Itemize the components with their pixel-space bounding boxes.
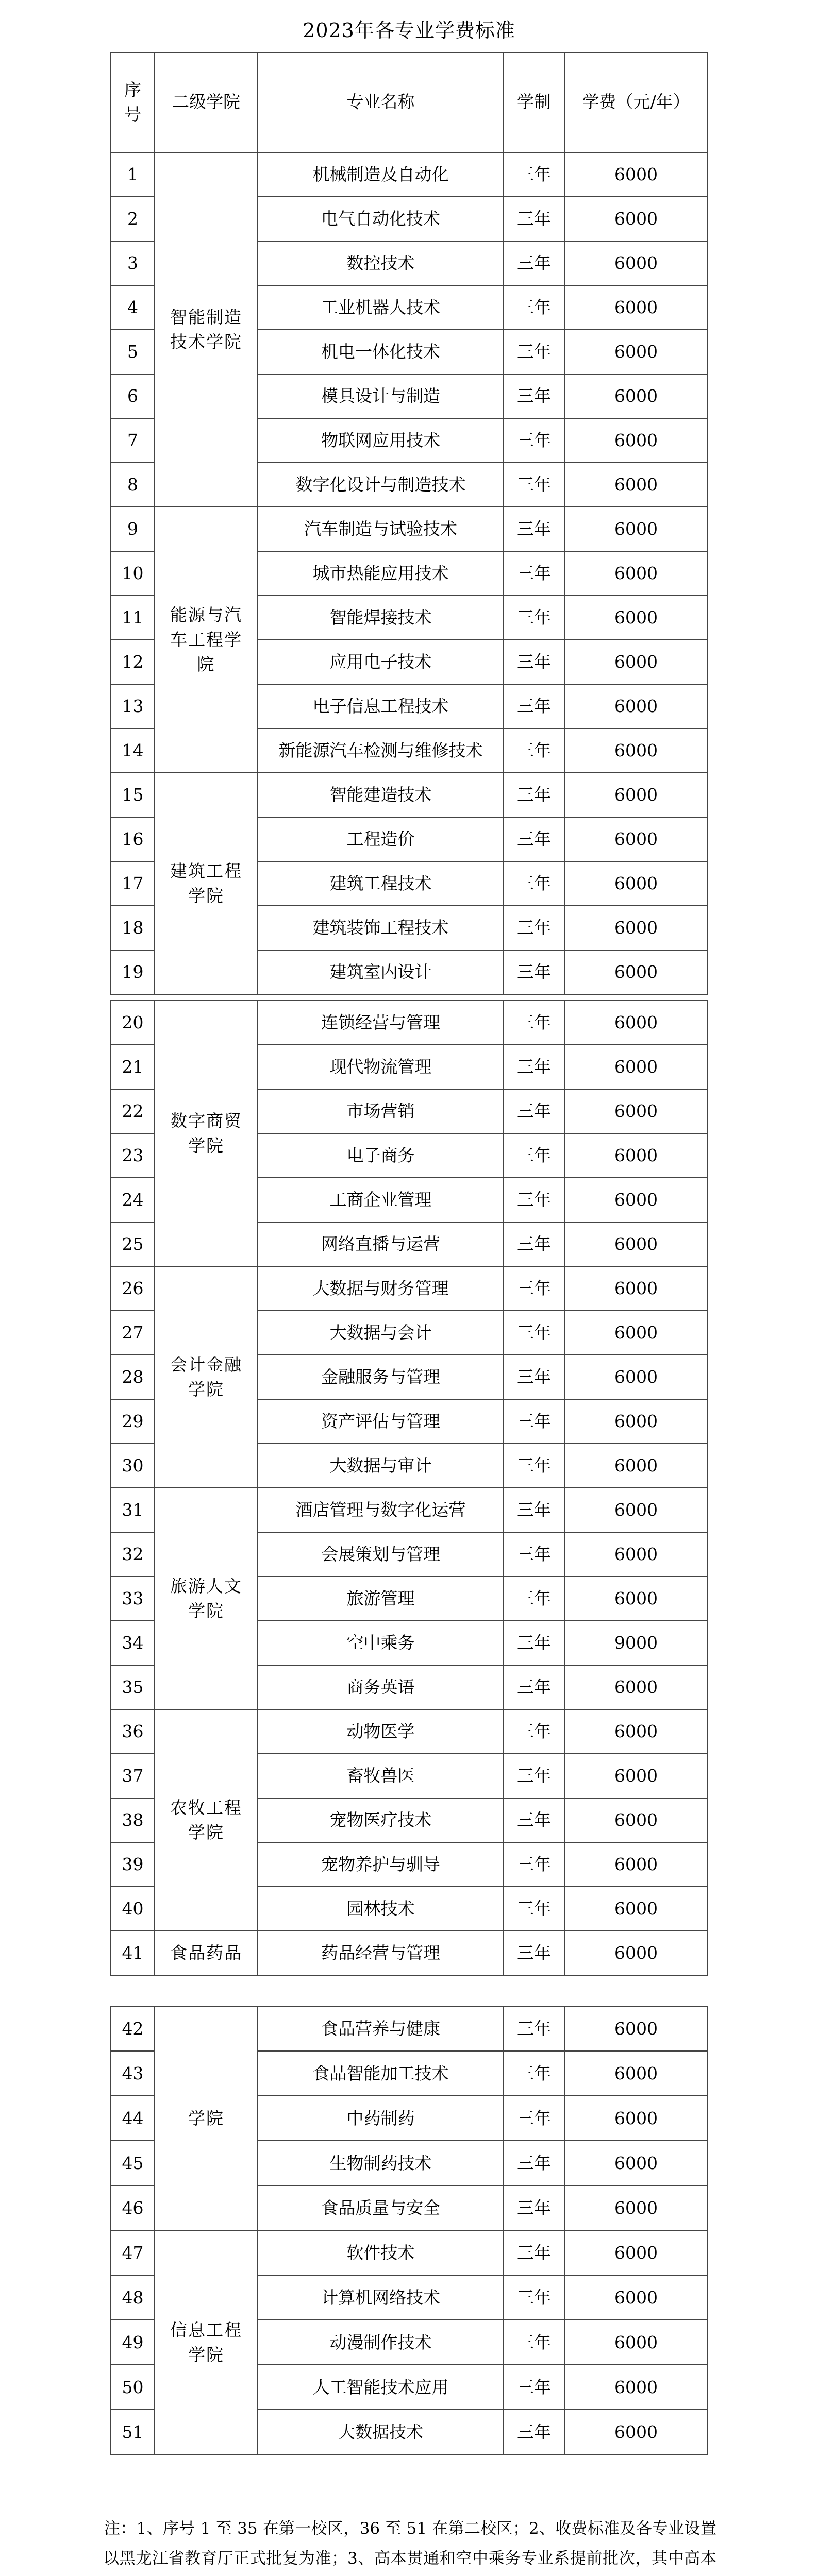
row-duration: 三年 xyxy=(504,330,564,374)
row-major: 金融服务与管理 xyxy=(258,1355,504,1399)
row-seq: 18 xyxy=(111,906,155,950)
row-fee: 6000 xyxy=(564,1754,708,1798)
row-fee: 6000 xyxy=(564,330,708,374)
row-duration: 三年 xyxy=(504,2275,564,2320)
row-duration: 三年 xyxy=(504,2320,564,2365)
row-duration: 三年 xyxy=(504,773,564,817)
row-major: 生物制药技术 xyxy=(258,2141,504,2185)
row-seq: 27 xyxy=(111,1311,155,1355)
row-seq: 34 xyxy=(111,1621,155,1665)
document-title: 2023年各专业学费标准 xyxy=(303,19,515,42)
row-fee: 6000 xyxy=(564,684,708,728)
row-duration: 三年 xyxy=(504,596,564,640)
table-row xyxy=(111,1488,708,1532)
row-duration: 三年 xyxy=(504,2365,564,2410)
row-duration: 三年 xyxy=(504,1355,564,1399)
row-duration: 三年 xyxy=(504,152,564,197)
row-fee: 6000 xyxy=(564,2320,708,2365)
row-major: 电子信息工程技术 xyxy=(258,684,504,728)
row-seq: 31 xyxy=(111,1488,155,1532)
row-seq: 13 xyxy=(111,684,155,728)
row-major: 汽车制造与试验技术 xyxy=(258,507,504,551)
row-duration: 三年 xyxy=(504,1444,564,1488)
row-duration: 三年 xyxy=(504,1798,564,1842)
row-major: 软件技术 xyxy=(258,2230,504,2275)
row-duration: 三年 xyxy=(504,684,564,728)
row-seq: 51 xyxy=(111,2410,155,2454)
row-seq: 29 xyxy=(111,1399,155,1444)
row-seq: 37 xyxy=(111,1754,155,1798)
row-fee: 6000 xyxy=(564,1488,708,1532)
row-major: 食品智能加工技术 xyxy=(258,2051,504,2096)
row-seq: 33 xyxy=(111,1577,155,1621)
row-fee: 6000 xyxy=(564,1045,708,1089)
row-fee: 6000 xyxy=(564,1444,708,1488)
row-seq: 48 xyxy=(111,2275,155,2320)
row-seq: 8 xyxy=(111,463,155,507)
row-major: 人工智能技术应用 xyxy=(258,2365,504,2410)
row-seq: 42 xyxy=(111,2006,155,2051)
table-row xyxy=(111,1709,708,1754)
row-major: 中药制药 xyxy=(258,2096,504,2141)
row-seq: 19 xyxy=(111,950,155,994)
row-major: 商务英语 xyxy=(258,1665,504,1709)
row-fee: 6000 xyxy=(564,1399,708,1444)
row-fee: 6000 xyxy=(564,152,708,197)
row-major: 物联网应用技术 xyxy=(258,418,504,463)
row-fee: 6000 xyxy=(564,1709,708,1754)
row-fee: 6000 xyxy=(564,1311,708,1355)
row-major: 药品经营与管理 xyxy=(258,1931,504,1975)
row-fee: 6000 xyxy=(564,1089,708,1133)
table-header-row xyxy=(111,52,708,152)
row-duration: 三年 xyxy=(504,728,564,773)
row-fee: 6000 xyxy=(564,1842,708,1887)
row-fee: 6000 xyxy=(564,2141,708,2185)
row-fee: 6000 xyxy=(564,463,708,507)
college-cell: 学院 xyxy=(155,2006,258,2230)
row-duration: 三年 xyxy=(504,2006,564,2051)
row-seq: 40 xyxy=(111,1887,155,1931)
row-fee: 6000 xyxy=(564,1532,708,1577)
row-duration: 三年 xyxy=(504,1178,564,1222)
row-duration: 三年 xyxy=(504,640,564,684)
row-major: 大数据技术 xyxy=(258,2410,504,2454)
row-major: 电气自动化技术 xyxy=(258,197,504,241)
row-fee: 6000 xyxy=(564,2096,708,2141)
row-major: 连锁经营与管理 xyxy=(258,1001,504,1045)
row-major: 电子商务 xyxy=(258,1133,504,1178)
college-cell: 建筑工程学院 xyxy=(155,773,258,994)
row-major: 建筑装饰工程技术 xyxy=(258,906,504,950)
row-major: 新能源汽车检测与维修技术 xyxy=(258,728,504,773)
row-fee: 9000 xyxy=(564,1621,708,1665)
row-duration: 三年 xyxy=(504,2230,564,2275)
row-seq: 25 xyxy=(111,1222,155,1266)
row-fee: 6000 xyxy=(564,1798,708,1842)
row-seq: 44 xyxy=(111,2096,155,2141)
row-duration: 三年 xyxy=(504,1577,564,1621)
row-fee: 6000 xyxy=(564,1266,708,1311)
row-seq: 11 xyxy=(111,596,155,640)
college-cell: 信息工程学院 xyxy=(155,2230,258,2454)
row-seq: 43 xyxy=(111,2051,155,2096)
row-fee: 6000 xyxy=(564,1887,708,1931)
header-college: 二级学院 xyxy=(155,52,258,152)
row-seq: 41 xyxy=(111,1931,155,1975)
header-duration: 学制 xyxy=(504,52,564,152)
college-cell: 食品药品 xyxy=(155,1931,258,1975)
row-duration: 三年 xyxy=(504,1399,564,1444)
row-major: 资产评估与管理 xyxy=(258,1399,504,1444)
row-seq: 23 xyxy=(111,1133,155,1178)
table-row xyxy=(111,507,708,551)
row-fee: 6000 xyxy=(564,2365,708,2410)
row-fee: 6000 xyxy=(564,640,708,684)
row-seq: 5 xyxy=(111,330,155,374)
row-duration: 三年 xyxy=(504,2096,564,2141)
row-duration: 三年 xyxy=(504,2410,564,2454)
row-fee: 6000 xyxy=(564,2051,708,2096)
row-major: 工商企业管理 xyxy=(258,1178,504,1222)
row-major: 酒店管理与数字化运营 xyxy=(258,1488,504,1532)
row-seq: 39 xyxy=(111,1842,155,1887)
row-major: 智能建造技术 xyxy=(258,773,504,817)
fee-table-part-1 xyxy=(110,52,708,995)
row-fee: 6000 xyxy=(564,418,708,463)
row-seq: 32 xyxy=(111,1532,155,1577)
row-duration: 三年 xyxy=(504,1532,564,1577)
row-duration: 三年 xyxy=(504,1621,564,1665)
row-major: 宠物医疗技术 xyxy=(258,1798,504,1842)
row-fee: 6000 xyxy=(564,861,708,906)
table-row xyxy=(111,2006,708,2051)
row-major: 食品质量与安全 xyxy=(258,2185,504,2230)
row-seq: 26 xyxy=(111,1266,155,1311)
row-seq: 6 xyxy=(111,374,155,418)
row-duration: 三年 xyxy=(504,2141,564,2185)
row-duration: 三年 xyxy=(504,1754,564,1798)
row-seq: 7 xyxy=(111,418,155,463)
row-major: 数控技术 xyxy=(258,241,504,285)
row-seq: 10 xyxy=(111,551,155,596)
row-major: 空中乘务 xyxy=(258,1621,504,1665)
row-fee: 6000 xyxy=(564,596,708,640)
row-fee: 6000 xyxy=(564,2006,708,2051)
row-fee: 6000 xyxy=(564,2185,708,2230)
row-major: 动漫制作技术 xyxy=(258,2320,504,2365)
header-seq: 序号 xyxy=(111,52,155,152)
table-row xyxy=(111,152,708,197)
row-fee: 6000 xyxy=(564,2275,708,2320)
row-major: 机电一体化技术 xyxy=(258,330,504,374)
row-major: 应用电子技术 xyxy=(258,640,504,684)
row-seq: 1 xyxy=(111,152,155,197)
row-fee: 6000 xyxy=(564,241,708,285)
fee-table-part-2 xyxy=(110,1000,708,1976)
college-cell: 能源与汽车工程学院 xyxy=(155,507,258,773)
row-seq: 36 xyxy=(111,1709,155,1754)
row-major: 旅游管理 xyxy=(258,1577,504,1621)
row-major: 市场营销 xyxy=(258,1089,504,1133)
row-fee: 6000 xyxy=(564,1133,708,1178)
row-seq: 3 xyxy=(111,241,155,285)
row-fee: 6000 xyxy=(564,950,708,994)
row-duration: 三年 xyxy=(504,1842,564,1887)
row-duration: 三年 xyxy=(504,374,564,418)
row-major: 会展策划与管理 xyxy=(258,1532,504,1577)
row-fee: 6000 xyxy=(564,1931,708,1975)
row-seq: 46 xyxy=(111,2185,155,2230)
row-duration: 三年 xyxy=(504,1311,564,1355)
row-seq: 9 xyxy=(111,507,155,551)
row-duration: 三年 xyxy=(504,1931,564,1975)
row-fee: 6000 xyxy=(564,2410,708,2454)
row-major: 计算机网络技术 xyxy=(258,2275,504,2320)
row-duration: 三年 xyxy=(504,197,564,241)
college-cell: 数字商贸学院 xyxy=(155,1001,258,1266)
table-row xyxy=(111,1931,708,1975)
college-cell: 农牧工程学院 xyxy=(155,1709,258,1931)
row-seq: 20 xyxy=(111,1001,155,1045)
college-cell: 旅游人文学院 xyxy=(155,1488,258,1709)
fee-table-part-3 xyxy=(110,2006,708,2455)
row-duration: 三年 xyxy=(504,551,564,596)
row-duration: 三年 xyxy=(504,1665,564,1709)
row-seq: 28 xyxy=(111,1355,155,1399)
row-major: 网络直播与运营 xyxy=(258,1222,504,1266)
row-fee: 6000 xyxy=(564,507,708,551)
row-fee: 6000 xyxy=(564,197,708,241)
header-fee: 学费（元/年） xyxy=(564,52,708,152)
row-fee: 6000 xyxy=(564,1577,708,1621)
row-major: 大数据与会计 xyxy=(258,1311,504,1355)
row-fee: 6000 xyxy=(564,1665,708,1709)
row-seq: 24 xyxy=(111,1178,155,1222)
row-duration: 三年 xyxy=(504,418,564,463)
row-duration: 三年 xyxy=(504,1133,564,1178)
row-major: 数字化设计与制造技术 xyxy=(258,463,504,507)
row-duration: 三年 xyxy=(504,2185,564,2230)
row-fee: 6000 xyxy=(564,1222,708,1266)
row-major: 动物医学 xyxy=(258,1709,504,1754)
row-major: 机械制造及自动化 xyxy=(258,152,504,197)
college-cell: 会计金融学院 xyxy=(155,1266,258,1488)
row-duration: 三年 xyxy=(504,1045,564,1089)
row-fee: 6000 xyxy=(564,817,708,861)
row-major: 城市热能应用技术 xyxy=(258,551,504,596)
row-major: 大数据与财务管理 xyxy=(258,1266,504,1311)
row-major: 模具设计与制造 xyxy=(258,374,504,418)
row-duration: 三年 xyxy=(504,507,564,551)
row-seq: 45 xyxy=(111,2141,155,2185)
row-fee: 6000 xyxy=(564,1178,708,1222)
row-fee: 6000 xyxy=(564,285,708,330)
row-seq: 16 xyxy=(111,817,155,861)
row-seq: 15 xyxy=(111,773,155,817)
header-major: 专业名称 xyxy=(258,52,504,152)
row-major: 建筑工程技术 xyxy=(258,861,504,906)
table-row xyxy=(111,1266,708,1311)
table-row xyxy=(111,2230,708,2275)
row-duration: 三年 xyxy=(504,1222,564,1266)
row-major: 园林技术 xyxy=(258,1887,504,1931)
row-fee: 6000 xyxy=(564,906,708,950)
row-seq: 30 xyxy=(111,1444,155,1488)
row-major: 食品营养与健康 xyxy=(258,2006,504,2051)
row-duration: 三年 xyxy=(504,463,564,507)
row-seq: 47 xyxy=(111,2230,155,2275)
row-duration: 三年 xyxy=(504,1266,564,1311)
row-seq: 2 xyxy=(111,197,155,241)
row-seq: 22 xyxy=(111,1089,155,1133)
row-major: 智能焊接技术 xyxy=(258,596,504,640)
row-fee: 6000 xyxy=(564,1355,708,1399)
row-duration: 三年 xyxy=(504,1089,564,1133)
row-fee: 6000 xyxy=(564,551,708,596)
row-seq: 21 xyxy=(111,1045,155,1089)
row-duration: 三年 xyxy=(504,817,564,861)
row-duration: 三年 xyxy=(504,285,564,330)
row-duration: 三年 xyxy=(504,1709,564,1754)
row-fee: 6000 xyxy=(564,728,708,773)
row-duration: 三年 xyxy=(504,1001,564,1045)
row-seq: 12 xyxy=(111,640,155,684)
row-duration: 三年 xyxy=(504,241,564,285)
row-seq: 38 xyxy=(111,1798,155,1842)
row-major: 大数据与审计 xyxy=(258,1444,504,1488)
row-duration: 三年 xyxy=(504,1488,564,1532)
table-row xyxy=(111,1001,708,1045)
row-major: 建筑室内设计 xyxy=(258,950,504,994)
row-fee: 6000 xyxy=(564,773,708,817)
row-major: 工程造价 xyxy=(258,817,504,861)
row-fee: 6000 xyxy=(564,374,708,418)
row-seq: 35 xyxy=(111,1665,155,1709)
row-duration: 三年 xyxy=(504,906,564,950)
row-duration: 三年 xyxy=(504,950,564,994)
row-duration: 三年 xyxy=(504,861,564,906)
row-seq: 50 xyxy=(111,2365,155,2410)
row-major: 工业机器人技术 xyxy=(258,285,504,330)
row-seq: 17 xyxy=(111,861,155,906)
row-seq: 49 xyxy=(111,2320,155,2365)
row-major: 宠物养护与驯导 xyxy=(258,1842,504,1887)
table-row xyxy=(111,773,708,817)
row-seq: 14 xyxy=(111,728,155,773)
college-cell: 智能制造技术学院 xyxy=(155,152,258,507)
row-major: 畜牧兽医 xyxy=(258,1754,504,1798)
row-duration: 三年 xyxy=(504,2051,564,2096)
row-seq: 4 xyxy=(111,285,155,330)
row-duration: 三年 xyxy=(504,1887,564,1931)
footnote: 注：1、序号 1 至 35 在第一校区，36 至 51 在第二校区；2、收费标准及各专业设置以黑龙江省教育厅正式批复为准；3、高本贯通和空中乘务专业系提前批次，其中高本 xyxy=(103,2519,716,2568)
row-major: 现代物流管理 xyxy=(258,1045,504,1089)
row-fee: 6000 xyxy=(564,2230,708,2275)
row-fee: 6000 xyxy=(564,1001,708,1045)
